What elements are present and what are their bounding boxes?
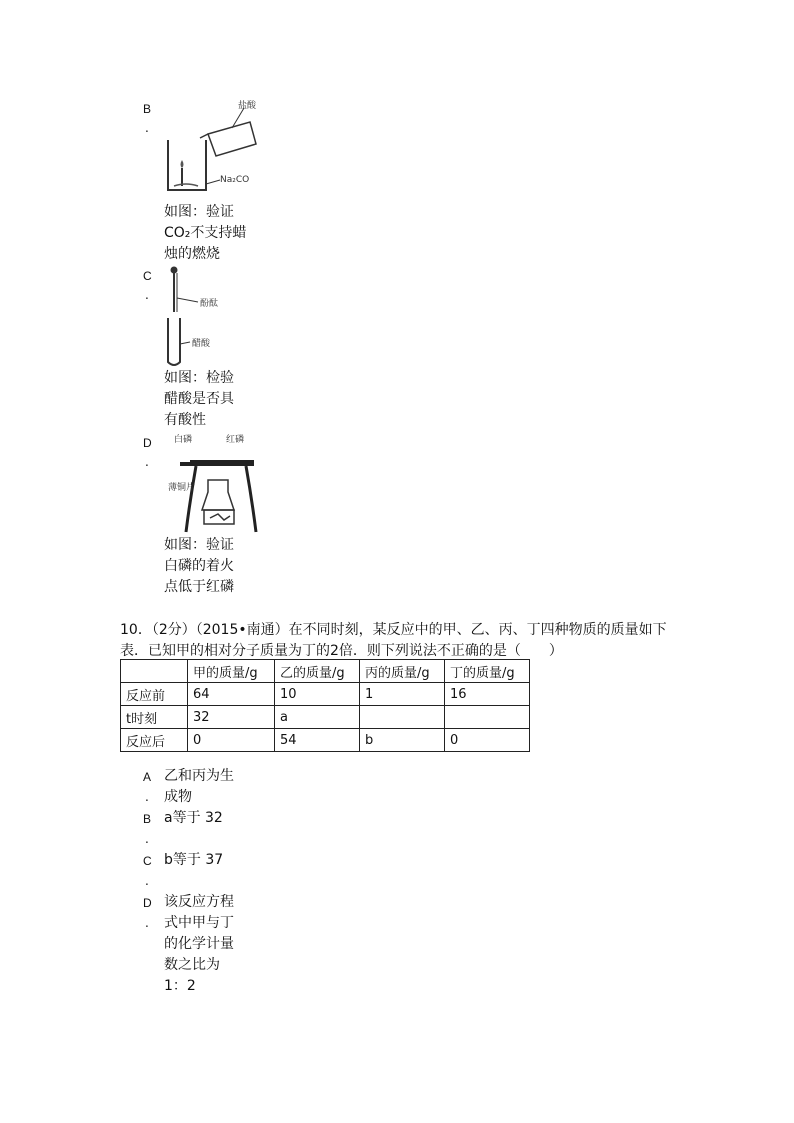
answer-c-letter: C: [143, 854, 152, 868]
answer-d-line: 该反应方程: [164, 894, 234, 910]
answer-b-text: [164, 808, 223, 829]
table-cell: b: [360, 729, 445, 752]
answer-b-line: a等于 32: [164, 810, 223, 826]
table-cell: 0: [188, 729, 275, 752]
option-b-line: 烛的燃烧: [164, 246, 220, 262]
mass-table: [120, 659, 530, 752]
answer-d-line: 的化学计量: [164, 936, 234, 952]
table-row: [121, 683, 530, 706]
answer-b-letter: B: [143, 812, 152, 826]
option-b-text: [164, 202, 246, 265]
table-row: [121, 729, 530, 752]
table-cell: 16: [445, 683, 530, 706]
option-d-line: 点低于红磷: [164, 579, 234, 595]
label-red-phosphorus: 红磷: [226, 435, 245, 445]
question-line-2: 表．已知甲的相对分子质量为丁的2倍．则下列说法不正确的是（ ）: [120, 643, 563, 659]
phosphorus-ignition-figure: [160, 430, 260, 534]
answer-b-dot: .: [145, 832, 149, 846]
table-cell: 54: [275, 729, 360, 752]
table-header-cell: 乙的质量/g: [275, 660, 360, 683]
table-header-cell: 甲的质量/g: [188, 660, 275, 683]
label-copper-sheet: 薄铜片: [168, 483, 196, 493]
answer-a-line: 乙和丙为生: [164, 768, 234, 784]
table-cell: 反应后: [121, 729, 188, 752]
label-phenolphthalein: 酚酞: [200, 299, 219, 309]
option-d-letter: D: [143, 436, 152, 450]
option-c-letter: C: [143, 269, 152, 283]
answer-d-dot: .: [145, 916, 149, 930]
option-b-letter: B: [143, 102, 152, 116]
co2-candle-figure: [160, 98, 260, 193]
table-cell: 0: [445, 729, 530, 752]
answer-a-dot: .: [145, 790, 149, 804]
option-c-dot: .: [145, 288, 149, 302]
acetic-acid-figure: [160, 264, 250, 368]
option-c-line: 有酸性: [164, 412, 206, 428]
answer-a-text: [164, 766, 234, 808]
table-cell: 32: [188, 706, 275, 729]
question-line-1: 10．（2分）（2015•南通）在不同时刻，某反应中的甲、乙、丙、丁四种物质的质量如下: [120, 622, 667, 638]
option-b-line: CO₂不支持蜡: [164, 225, 247, 241]
answer-a-letter: A: [143, 770, 152, 784]
option-c-line: 醋酸是否具: [164, 391, 234, 407]
option-c-text: [164, 368, 234, 431]
table-cell: 64: [188, 683, 275, 706]
option-b-dot: .: [145, 121, 149, 135]
label-hcl: 盐酸: [238, 101, 257, 111]
option-b-line: 如图：验证: [164, 204, 234, 220]
table-header-cell: [121, 660, 188, 683]
table-cell: [360, 706, 445, 729]
table-header-cell: 丁的质量/g: [445, 660, 530, 683]
option-d-line: 白磷的着火: [164, 558, 234, 574]
table-cell: 1: [360, 683, 445, 706]
answer-d-line: 式中甲与丁: [164, 915, 234, 931]
answer-c-dot: .: [145, 874, 149, 888]
answer-d-line: 数之比为: [164, 957, 220, 973]
option-d-dot: .: [145, 455, 149, 469]
label-acetic-acid: 醋酸: [192, 339, 211, 349]
option-d-line: 如图：验证: [164, 537, 234, 553]
table-cell: [445, 706, 530, 729]
table-row: [121, 706, 530, 729]
table-header-cell: 丙的质量/g: [360, 660, 445, 683]
option-d-text: [164, 535, 234, 598]
table-cell: a: [275, 706, 360, 729]
table-cell: 反应前: [121, 683, 188, 706]
table-cell: 10: [275, 683, 360, 706]
answer-c-line: b等于 37: [164, 852, 224, 868]
table-cell: t时刻: [121, 706, 188, 729]
option-c-line: 如图：检验: [164, 370, 234, 386]
label-na2co: Na₂CO: [220, 175, 250, 185]
answer-c-text: [164, 850, 223, 871]
answer-d-line: 1：2: [164, 978, 196, 994]
answer-a-line: 成物: [164, 789, 192, 805]
answer-d-text: [164, 892, 234, 997]
label-white-phosphorus: 白磷: [174, 435, 193, 445]
question-10: [120, 620, 680, 662]
table-header-row: [121, 660, 530, 683]
answer-d-letter: D: [143, 896, 152, 910]
